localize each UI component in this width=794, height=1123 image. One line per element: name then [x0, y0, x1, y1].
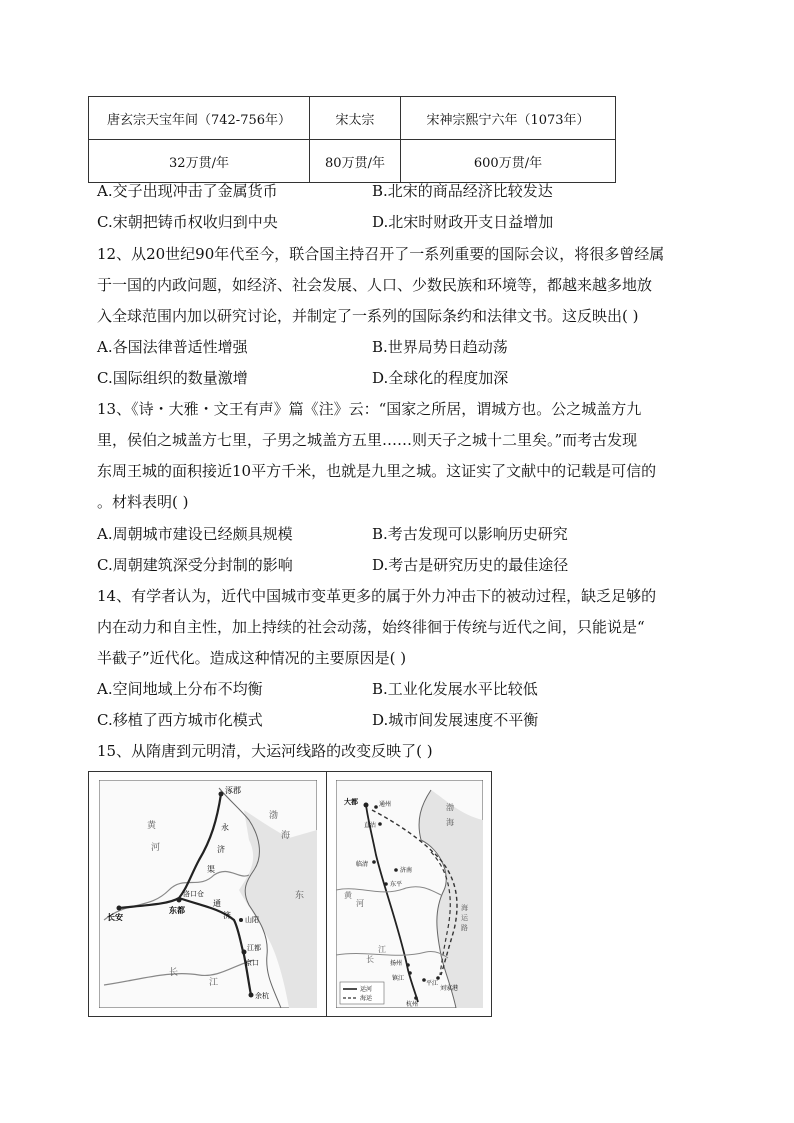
map1-city-zhuojun	[219, 792, 224, 797]
q13-option-a: A.周朝城市建设已经颇具规模	[97, 525, 293, 543]
q12-stem-line-1: 12、从20世纪90年代至今，联合国主持召开了一系列重要的国际会议，将很多曾经属	[97, 245, 665, 263]
map1-city-changan	[117, 906, 122, 911]
map1-city-jiangdu	[242, 950, 247, 955]
map2-label-yun: 运	[461, 914, 468, 922]
map2-city-hangzhou	[414, 996, 418, 1000]
map2-label-zhenjiang: 镇江	[392, 975, 405, 982]
map1-label-yong: 永	[221, 823, 229, 832]
q13-option-b: B.考古发现可以影响历史研究	[372, 525, 568, 543]
q12-option-b: B.世界局势日趋动荡	[372, 338, 508, 356]
map2-label-he: 河	[356, 899, 364, 908]
map2-label-zhigu: 直沽	[364, 822, 377, 829]
q14-option-d: D.城市间发展速度不平衡	[372, 711, 539, 729]
figure-divider	[326, 772, 327, 1016]
canal-maps-figure	[88, 771, 492, 1017]
map1-label-qu: 渠	[207, 865, 215, 874]
map2-label-bo: 渤	[446, 803, 454, 812]
map2-label-chang: 长	[366, 955, 374, 964]
map2-label-jinan: 济南	[400, 867, 413, 874]
q13-stem-line-2: 里，侯伯之城盖方七里，子男之城盖方五里……则天子之城十二里矣。”而考古发现	[97, 431, 638, 449]
map1-label-shanyang: 山阳	[245, 916, 259, 924]
map1-label-jiangdu: 江都	[247, 944, 261, 952]
map1-label-changan: 长安	[107, 913, 123, 922]
table-header-tang: 唐玄宗天宝年间（742-756年）	[89, 97, 310, 140]
q12-stem-line-3: 入全球范围内加以研究讨论，并制定了一系列的国际条约和法律文书。这反映出( )	[97, 307, 639, 325]
q13-option-c: C.周朝建筑深受分封制的影响	[97, 556, 293, 574]
map2-legend-sea-label: 海运	[360, 995, 373, 1002]
q12-stem-line-2: 于一国的内政问题，如经济、社会发展、人口、少数民族和环境等，都越来越多地放	[97, 276, 653, 294]
map2-label-dadu: 大都	[344, 798, 358, 806]
q14-option-a: A.空间地域上分布不均衡	[97, 680, 263, 698]
map2-label-hai: 海	[446, 818, 454, 827]
map1-label-zhuojun: 涿郡	[225, 786, 241, 795]
q13-stem-line-3: 东周王城的面积接近10平方千米，也就是九里之城。这证实了文献中的记载是可信的	[97, 462, 657, 480]
map1-label-chang: 长	[169, 968, 179, 978]
map2-city-jinan	[394, 868, 398, 872]
map1-city-yuhang	[249, 993, 254, 998]
map2-city-tongzhou	[374, 805, 378, 809]
q13-option-d: D.考古是研究历史的最佳途径	[372, 556, 569, 574]
map2-label-pingjiang: 平江	[426, 980, 439, 987]
map1-label-huang: 黄	[147, 821, 157, 831]
map1-label-jingkou: 京口	[245, 959, 259, 967]
q14-stem-line-3: 半截子”近代化。造成这种情况的主要原因是( )	[97, 649, 407, 667]
q11-option-b: B.北宋的商品经济比较发达	[372, 182, 553, 200]
map2-city-zhenjiang	[408, 971, 412, 975]
q14-stem-line-2: 内在动力和自主性，加上持续的社会动荡，始终徘徊于传统与近代之间，只能说是“	[97, 618, 645, 636]
q14-option-c: C.移植了西方城市化模式	[97, 711, 263, 729]
map2-label-yangzhou: 扬州	[390, 960, 403, 967]
q14-option-b: B.工业化发展水平比较低	[372, 680, 538, 698]
q12-option-a: A.各国法律普适性增强	[97, 338, 248, 356]
map2-label-hai2: 海	[461, 904, 468, 912]
map1-label-he: 河	[151, 843, 161, 853]
map1-label-jiang: 江	[209, 978, 219, 988]
map2-label-huang: 黄	[344, 891, 352, 900]
q15-stem: 15、从隋唐到元明清，大运河线路的改变反映了( )	[97, 742, 433, 760]
q11-option-c: C.宋朝把铸币权收归到中央	[97, 213, 278, 231]
map2-label-linqing: 临清	[356, 861, 369, 868]
map1-label-yuhang: 余杭	[255, 992, 269, 1000]
map2-city-dongping	[384, 882, 388, 886]
map2-label-jiang: 江	[378, 945, 386, 954]
q12-option-d: D.全球化的程度加深	[372, 369, 509, 387]
q13-stem-line-1: 13、《诗・大雅・文王有声》篇《注》云：“国家之所居，谓城方也。公之城盖方九	[97, 400, 642, 418]
map2-legend	[340, 982, 384, 1004]
map1-label-luokoucang: 洛口仓	[183, 890, 204, 898]
map2-city-zhigu	[378, 822, 382, 826]
map2-label-dongping: 东平	[390, 881, 403, 888]
map1-label-ji2: 济	[223, 911, 231, 920]
map1-city-shanyang	[239, 918, 243, 922]
table-header-shenzong: 宋神宗熙宁六年（1073年）	[401, 97, 616, 140]
q12-option-c: C.国际组织的数量激增	[97, 369, 248, 387]
q11-option-d: D.北宋时财政开支日益增加	[372, 213, 554, 231]
map2-label-tongzhou: 通州	[379, 801, 392, 808]
map2-label-lu: 路	[461, 924, 468, 932]
map2-legend-canal-label: 运河	[360, 986, 373, 993]
map1-label-dongdu: 东都	[169, 906, 185, 915]
map1-label-ji: 济	[217, 845, 225, 854]
q13-stem-line-4: 。材料表明( )	[97, 493, 189, 511]
table-header-taizong: 宋太宗	[310, 97, 401, 140]
table-value-tang: 32万贯/年	[89, 140, 310, 183]
map1-label-hai: 海	[281, 831, 291, 841]
map2-label-hangzhou: 杭州	[406, 1001, 419, 1008]
map1-label-tong: 通	[213, 899, 221, 908]
q14-stem-line-1: 14、有学者认为，近代中国城市变革更多的属于外力冲击下的被动过程，缺乏足够的	[97, 587, 657, 605]
yuan-canal-map	[336, 780, 483, 1008]
map1-label-dong: 东	[295, 891, 305, 901]
table-value-taizong: 80万贯/年	[310, 140, 401, 183]
table-value-shenzong: 600万贯/年	[401, 140, 616, 183]
map2-label-liujiagang: 刘家港	[440, 985, 459, 992]
coin-output-table	[88, 96, 616, 183]
map2-city-linqing	[372, 860, 376, 864]
table-value-row	[89, 140, 616, 183]
map2-city-dadu	[364, 803, 369, 808]
map1-city-dongdu	[177, 898, 182, 903]
map1-label-bo: 渤	[269, 811, 279, 821]
map2-city-yangzhou	[406, 963, 410, 967]
sui-tang-canal-map	[99, 780, 317, 1008]
q11-option-a: A.交子出现冲击了金属货币	[97, 182, 278, 200]
table-header-row	[89, 97, 616, 140]
